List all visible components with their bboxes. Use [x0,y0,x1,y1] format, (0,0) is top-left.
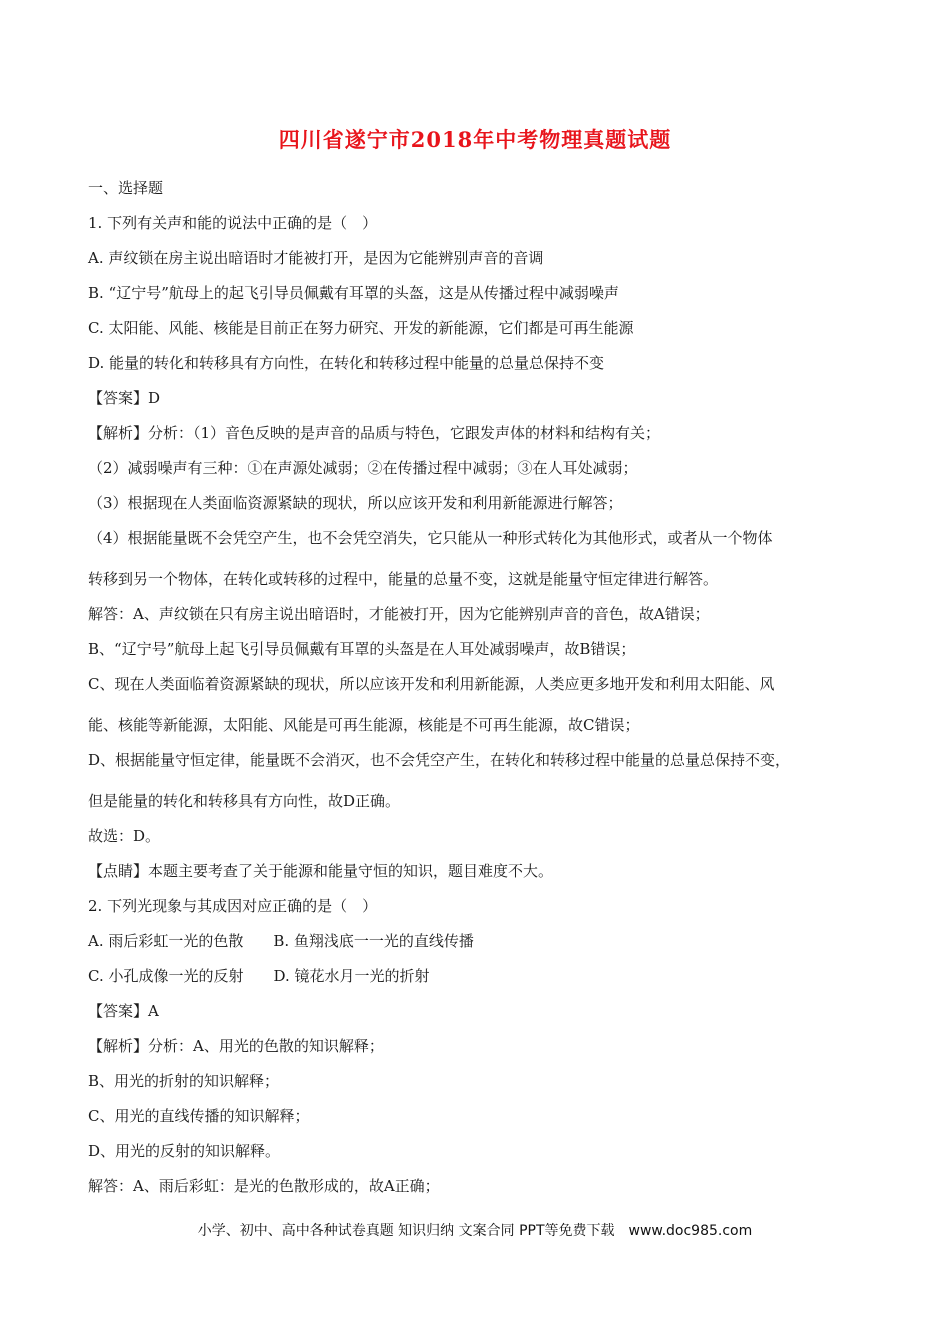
q1-analysis-4b: 转移到另一个物体，在转化或转移的过程中，能量的总量不变，这就是能量守恒定律进行解答。 [88,570,719,588]
document-body [88,178,868,1211]
q1-solution-c1: C、现在人类面临着资源紧缺的现状，所以应该开发和利用新能源，人类应更多地开发和利用太阳能、风 [88,675,775,693]
q1-solution-b: B、“辽宁号”航母上起飞引导员佩戴有耳罩的头盔是在人耳处减弱噪声，故B错误； [88,640,636,658]
q1-choice: 故选：D。 [88,827,161,845]
q2-analysis-b: B、用光的折射的知识解释； [88,1072,280,1090]
q2-option-b: B. 鱼翔浅底一一光的直线传播 [273,932,474,950]
q1-option-c: C. 太阳能、风能、核能是目前正在努力研究、开发的新能源，它们都是可再生能源 [88,319,634,337]
q2-options-row-2 [88,966,868,986]
q1-analysis-1: 【解析】分析：（1）音色反映的是声音的品质与特色，它跟发声体的材料和结构有关； [88,424,661,442]
question-1: 1. 下列有关声和能的说法中正确的是（ ） [88,214,378,232]
footer-watermark: 小学、初中、高中各种试卷真题 知识归纳 文案合同 PPT等免费下载 www.doc985.com [197,1223,753,1239]
section-heading: 一、选择题 [88,179,164,197]
q2-option-c: C. 小孔成像一光的反射 [88,967,244,985]
q1-analysis-3: （3）根据现在人类面临资源紧缺的现状，所以应该开发和利用新能源进行解答； [88,494,623,512]
q2-answer: 【答案】A [88,1002,159,1020]
q1-analysis-4a: （4）根据能量既不会凭空产生，也不会凭空消失，它只能从一种形式转化为其他形式，或者从一个物体 [88,529,773,547]
q1-solution-a: 解答：A、声纹锁在只有房主说出暗语时，才能被打开，因为它能辨别声音的音色，故A错误； [88,605,710,623]
question-2: 2. 下列光现象与其成因对应正确的是（ ） [88,897,378,915]
q1-answer: 【答案】D [88,389,161,407]
q2-analysis-a: 【解析】分析：A、用光的色散的知识解释； [88,1037,384,1055]
q2-option-a: A. 雨后彩虹一光的色散 [88,932,244,950]
q2-option-d: D. 镜花水月一光的折射 [273,967,430,985]
q2-options-row-1 [88,931,868,951]
page-title: 四川省遂宁市2018年中考物理真题试题 [278,127,672,152]
q1-option-b: B. “辽宁号”航母上的起飞引导员佩戴有耳罩的头盔，这是从传播过程中减弱噪声 [88,284,619,302]
q1-option-d: D. 能量的转化和转移具有方向性，在转化和转移过程中能量的总量总保持不变 [88,354,605,372]
q2-analysis-d: D、用光的反射的知识解释。 [88,1142,281,1160]
q1-solution-d2: 但是能量的转化和转移具有方向性，故D正确。 [88,792,401,810]
q1-solution-c2: 能、核能等新能源，太阳能、风能是可再生能源，核能是不可再生能源，故C错误； [88,716,640,734]
q2-analysis-c: C、用光的直线传播的知识解释； [88,1107,310,1125]
q1-solution-d1: D、根据能量守恒定律，能量既不会消灭，也不会凭空产生，在转化和转移过程中能量的总量总保持不变， [88,751,791,769]
q1-option-a: A. 声纹锁在房主说出暗语时才能被打开，是因为它能辨别声音的音调 [88,249,544,267]
q2-solution-a: 解答：A、雨后彩虹：是光的色散形成的，故A正确； [88,1177,440,1195]
q1-analysis-2: （2）减弱噪声有三种：①在声源处减弱；②在传播过程中减弱；③在人耳处减弱； [88,459,638,477]
q1-note: 【点睛】本题主要考查了关于能源和能量守恒的知识，题目难度不大。 [88,862,554,880]
